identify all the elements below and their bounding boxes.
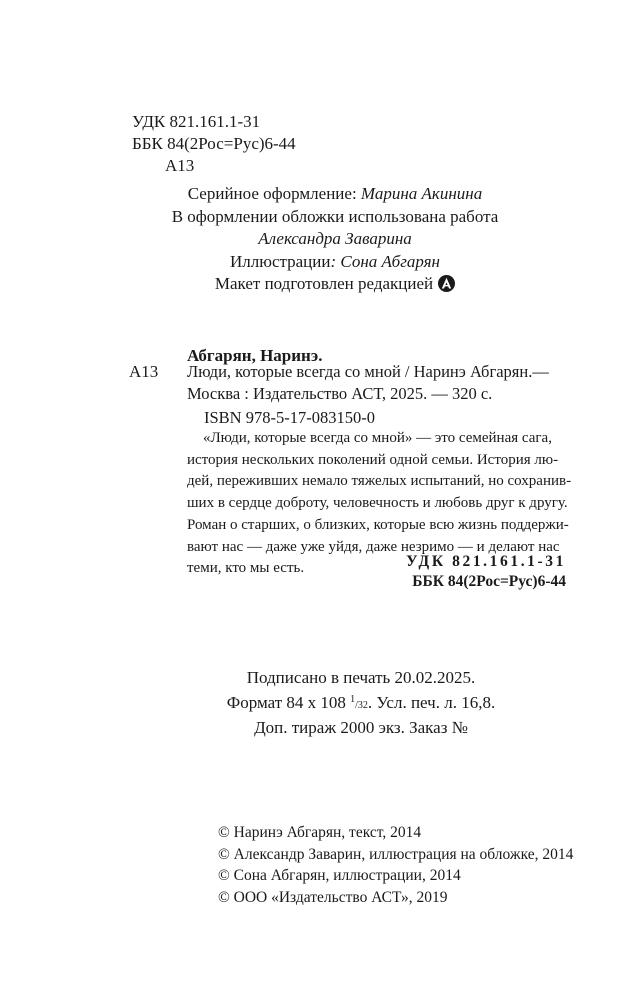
annotation-line: теми, кто мы есть.	[187, 560, 305, 577]
cover-artist: Александра Заварина	[258, 229, 412, 248]
copyright-line: © Наринэ Абгарян, текст, 2014	[218, 824, 422, 841]
signed-date: Подписано в печать 20.02.2025.	[246, 668, 476, 687]
title-line: Люди, которые всегда со мной / Наринэ Абгарян.—	[187, 362, 549, 381]
isbn: ISBN 978-5-17-083150-0	[204, 408, 375, 427]
layout-text: Макет подготовлен редакцией	[214, 274, 434, 293]
bib-classification	[398, 552, 566, 592]
illustrations-label: Иллюстрации	[230, 251, 331, 271]
bibliographic-record	[187, 361, 567, 404]
copyright-line: © Сона Абгарян, иллюстрации, 2014	[218, 867, 461, 884]
series-label: Серийное оформление:	[187, 184, 361, 203]
annotation-line: история нескольких поколений одной семьи. История лю-	[187, 451, 559, 468]
bib-bbk: ББК 84(2Рос=Рус)6-44	[412, 573, 566, 590]
annotation-line: «Люди, которые всегда со мной» — это семейная сага,	[203, 430, 552, 446]
author-heading: Абгарян, Наринэ.	[187, 346, 323, 365]
bib-author-mark: А13	[129, 362, 159, 381]
layout-line	[170, 273, 500, 296]
series-designer: Марина Акинина	[360, 184, 483, 203]
copyright-line: © Александр Заварин, иллюстрация на обложке, 2014	[218, 845, 574, 863]
illustrations-line	[170, 251, 500, 274]
format-numerator: 1	[350, 694, 356, 705]
format-suffix: . Усл. печ. л. 16,8.	[367, 693, 496, 712]
copyright-block	[218, 822, 588, 908]
format-denominator: /32	[355, 700, 368, 711]
bbk-code: ББК 84(2Рос=Рус)6-44	[132, 134, 296, 153]
annotation-line: дей, переживших немало тяжелых испытаний, но сохранив-	[187, 473, 572, 490]
series-design-line	[170, 183, 500, 206]
author-mark: А13	[165, 156, 195, 175]
format-prefix: Формат 84 x 108	[226, 693, 351, 712]
illustrator: : Сона Абгарян	[330, 251, 440, 271]
print-run: Доп. тираж 2000 экз. Заказ №	[254, 718, 468, 737]
bib-udk: УДК 821.161.1-31	[406, 553, 566, 570]
classification-block	[132, 111, 352, 177]
cover-line: В оформлении обложки использована работа	[171, 206, 499, 226]
publisher-logo-icon	[438, 275, 455, 292]
publisher-line: Москва : Издательство АСТ, 2025. — 320 с.	[187, 383, 493, 403]
annotation-line: Роман о старших, о близких, которые всю жизнь поддержи-	[187, 516, 569, 533]
annotation-line: ших в сердце доброту, человечность и любовь друг к другу.	[187, 495, 568, 512]
credits-block	[170, 183, 500, 296]
format-line	[216, 689, 506, 717]
udk-code: УДК 821.161.1-31	[132, 112, 261, 131]
copyright-line: © ООО «Издательство АСТ», 2019	[218, 888, 448, 906]
annotation-line: вают нас — даже уже уйдя, даже незримо — и делают нас	[187, 538, 560, 555]
print-data	[216, 667, 506, 739]
